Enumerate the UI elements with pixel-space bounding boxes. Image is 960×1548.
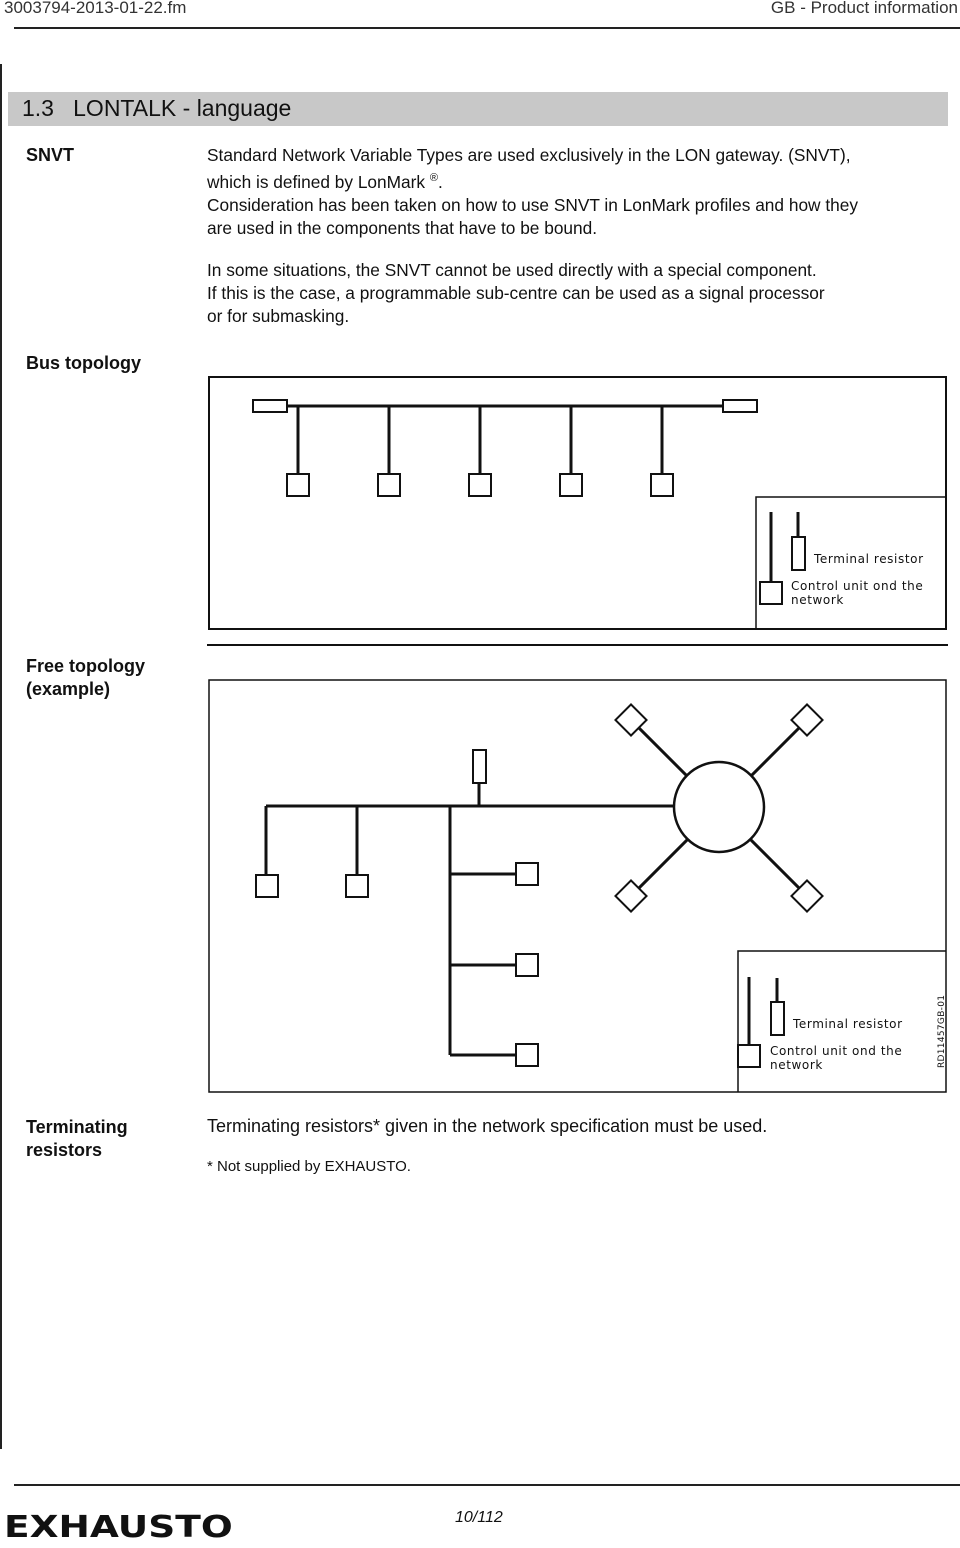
section-title: 1.3 LONTALK - language: [22, 95, 292, 121]
terminating-text: Terminating resistors* given in the network specification must be used.: [207, 1116, 768, 1136]
snvt-para2-line-3: or for submasking.: [207, 306, 350, 326]
footnote: * Not supplied by EXHAUSTO.: [207, 1158, 411, 1175]
bus-control-unit-1: [287, 474, 309, 496]
free-terminal-resistor: [473, 750, 486, 783]
bus-control-unit-4: [560, 474, 582, 496]
bus-legend-control-text-2: network: [791, 593, 844, 607]
bus-control-unit-2: [378, 474, 400, 496]
free-legend-control-unit-symbol: [738, 1045, 760, 1067]
terminating-label: [26, 1116, 128, 1162]
free-control-unit-1: [256, 875, 278, 897]
footer-rule: [14, 1484, 960, 1486]
bus-legend-control-text-1: Control unit ond the: [791, 579, 924, 593]
free-legend-resistor-symbol: [771, 1002, 784, 1035]
terminating-label-line-2: resistors: [26, 1140, 103, 1160]
free-legend-control-text-1: Control unit ond the: [770, 1044, 903, 1058]
bus-terminal-resistor-right: [723, 400, 757, 412]
free-control-unit-3: [516, 863, 538, 885]
bus-legend-resistor-symbol: [792, 537, 805, 570]
bus-topology-label: Bus topology: [26, 353, 141, 373]
header-doc-type: GB - Product information: [770, 0, 958, 17]
header-filename: 3003794-2013-01-22.fm: [4, 0, 187, 17]
bus-legend-resistor-text: Terminal resistor: [814, 552, 924, 566]
free-hub: [674, 762, 764, 852]
free-legend-control-text-2: network: [770, 1058, 823, 1072]
bus-control-unit-5: [651, 474, 673, 496]
registered-mark: ®: [429, 172, 438, 184]
bus-legend-control-unit-symbol: [760, 582, 782, 604]
free-legend-resistor-text: Terminal resistor: [793, 1017, 903, 1031]
drawing-id: RD11457GB-01: [937, 994, 947, 1068]
exhausto-logo: EXHAUSTO: [4, 1510, 233, 1545]
snvt-para2-line-2: If this is the case, a programmable sub-centre can be used as a signal processor: [207, 283, 825, 303]
snvt-line-4: are used in the components that have to be bound.: [207, 217, 598, 238]
bus-terminal-resistor-left: [253, 400, 287, 412]
snvt-label: SNVT: [26, 145, 75, 165]
snvt-line-2-text: which is defined by LonMark: [207, 171, 426, 192]
free-control-unit-4: [516, 954, 538, 976]
page-number: 10/112: [455, 1509, 503, 1526]
bus-control-unit-3: [469, 474, 491, 496]
free-topology-label: [26, 655, 145, 701]
snvt-line-1: Standard Network Variable Types are used exclusively in the LON gateway. (SNVT),: [207, 145, 851, 165]
snvt-line-3: Consideration has been taken on how to use SNVT in LonMark profiles and how they: [207, 194, 859, 215]
terminating-label-line-1: Terminating: [26, 1117, 128, 1137]
free-control-unit-5: [516, 1044, 538, 1066]
snvt-line-2-end: .: [437, 171, 443, 192]
free-topology-label-line-1: Free topology: [26, 656, 146, 676]
free-control-unit-2: [346, 875, 368, 897]
snvt-para2-line-1: In some situations, the SNVT cannot be used directly with a special component.: [207, 260, 817, 280]
free-topology-label-line-2: (example): [26, 679, 111, 699]
